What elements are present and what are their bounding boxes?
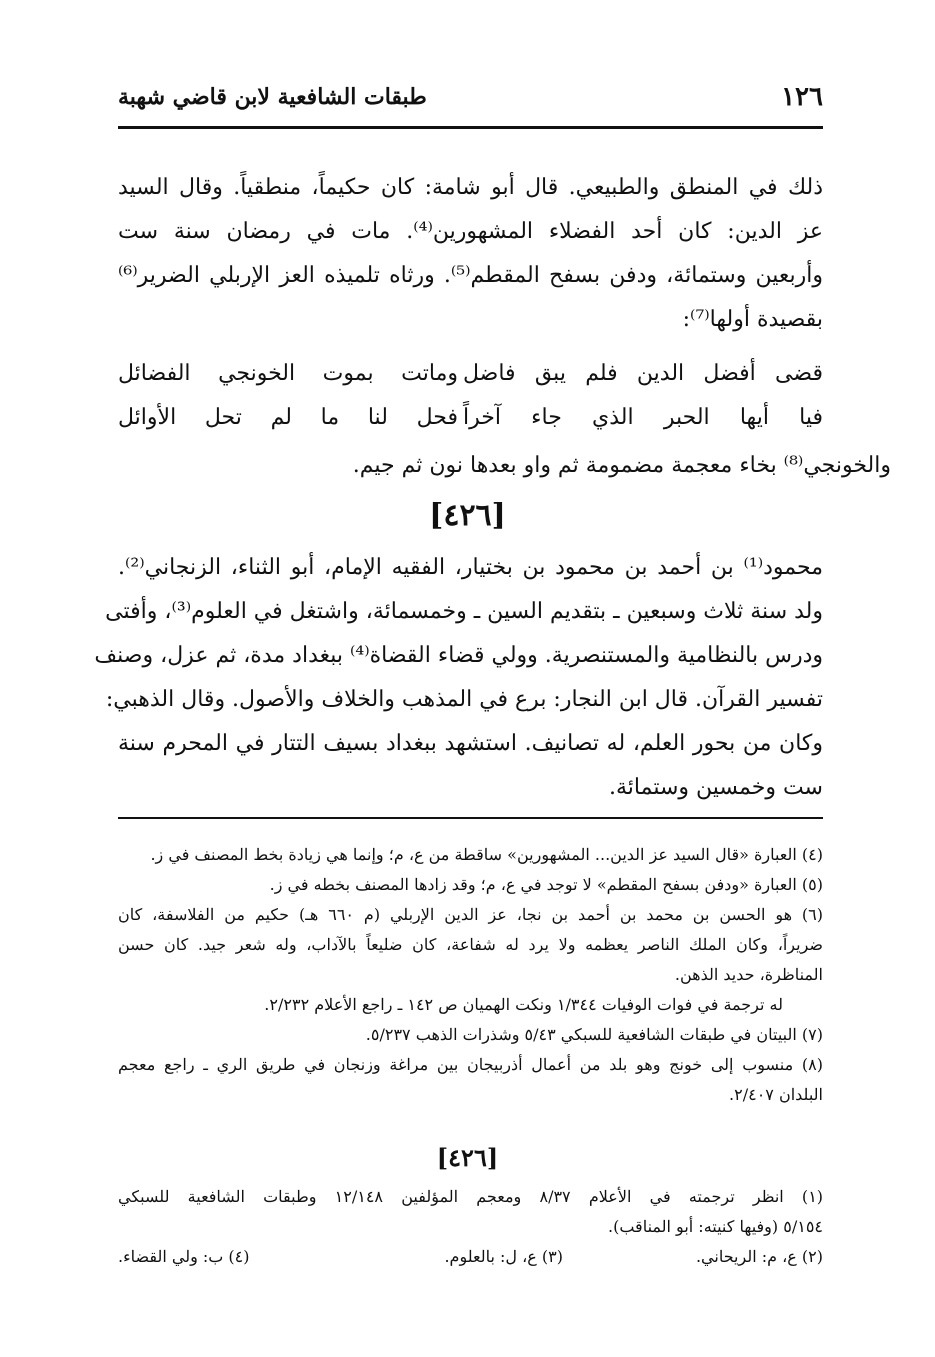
text-line: بقصيدة أولها⁽⁷⁾: [682,307,823,332]
footnote-line: البلدان ٢/٤٠٧. [729,1085,823,1104]
page-header [118,78,823,118]
text-line: عز الدين: كان أحد الفضلاء المشهورين⁽⁴⁾. مات في رمضان سنة ست [118,219,823,244]
text-line: وكان من بحور العلم، له تصانيف. استشهد ببغداد بسيف التتار في المحرم سنة [118,731,823,756]
footnote-entry-number: [٤٢٦] [436,1143,499,1172]
page-number: ١٢٦ [781,82,823,112]
verse-second-hemistich: وماتت بموت الخونجي الفضائل [118,361,458,386]
verse-line [118,396,823,440]
elegy-verses [118,352,823,440]
entry-footnotes [118,1182,823,1272]
text-line: وأربعين وستمائة، ودفن بسفح المقطم⁽⁵⁾. ورثاه تلميذه العز الإربلي الضرير⁽⁶⁾ [118,263,823,288]
text-line: تفسير القرآن. قال ابن النجار: برع في المذهب والخلاف والأصول. وقال الذهبي: [105,687,823,712]
text-line: ولد سنة ثلاث وسبعين ـ بتقديم السين ـ وخمسمائة، واشتغل في العلوم⁽³⁾، وأفتى [105,599,823,624]
verse-second-hemistich: فحل لنا ما لم تحل الأوائل [118,405,458,430]
footnotes [118,840,823,1110]
footnote-4: (٤) ب: ولي القضاء. [118,1247,250,1266]
footnote-2: (٢) ع، م: الريحاني. [695,1247,823,1266]
header-rule [118,126,823,129]
footnote-line: (٦) هو الحسن بن محمد بن أحمد بن نجا، عز الدين الإربلي (م ٦٦٠ هـ) حكيم من الفلاسفة، كان [118,905,824,924]
biography-paragraph-1 [118,166,823,342]
footnote-line: (٧) البيتان في طبقات الشافعية للسبكي ٥/٤٣ وشذرات الذهب ٥/٢٣٧. [365,1025,823,1044]
footnote-line: ضريراً، وكان الملك الناصر يعظمه ولا يرد له شفاعة، كان ضليعاً بالآداب، وله شعر جيد. كان حسن [118,935,823,954]
footnote-line: ٥/١٥٤ (وفيها كنيته: أبو المناقب). [608,1217,823,1236]
text-line: ذلك في المنطق والطبيعي. قال أبو شامة: كان حكيماً، منطقياً. وقال السيد [118,175,823,200]
footnote-line: المناظرة، حديد الذهن. [674,965,823,984]
footnote-line: (١) انظر ترجمته في الأعلام ٨/٣٧ ومعجم المؤلفين ١٢/١٤٨ وطبقات الشافعية للسبكي [118,1187,824,1206]
entry-number: [٤٢٦] [429,498,506,533]
footnote-line: (٤) العبارة «قال السيد عز الدين... المشهورين» ساقطة من ع، م؛ وإنما هي زيادة بخط المصنف في ز. [150,845,823,864]
biography-paragraph-2 [94,546,823,810]
verse-line [118,352,823,396]
footnote-line: (٥) العبارة «ودفن بسفح المقطم» لا توجد في ع، م؛ وقد زادها المصنف بخطه في ز. [269,875,823,894]
footnote-rule [118,817,823,819]
footnote-line: له ترجمة في فوات الوفيات ١/٣٤٤ ونكت الهميان ص ١٤٢ ـ راجع الأعلام ٢/٢٣٢. [264,995,783,1014]
nisba-gloss: والخونجي⁽⁸⁾ بخاء معجمة مضمومة ثم واو بعدها نون ثم جيم. [352,453,891,478]
footnote-row [118,1242,823,1272]
running-title: طبقات الشافعية لابن قاضي شهبة [118,84,427,110]
text-line: محمود⁽¹⁾ بن أحمد بن محمود بن بختيار، الفقيه الإمام، أبو الثناء، الزنجاني⁽²⁾. [118,555,823,580]
verse-first-hemistich: فيا أيها الحبر الذي جاء آخراً [463,405,823,430]
footnote-line: (٨) منسوب إلى خونج وهو بلد من أعمال أذربيجان بين مراغة وزنجان في طريق الري ـ راجع معجم [118,1055,823,1074]
text-line: ودرس بالنظامية والمستنصرية. وولي قضاء القضاة⁽⁴⁾ ببغداد مدة، ثم عزل، وصنف [94,643,823,668]
text-line: ست وخمسين وستمائة. [608,775,823,800]
footnote-3: (٣) ع، ل: بالعلوم. [444,1247,563,1266]
verse-first-hemistich: قضى أفضل الدين فلم يبق فاضل [463,361,823,386]
